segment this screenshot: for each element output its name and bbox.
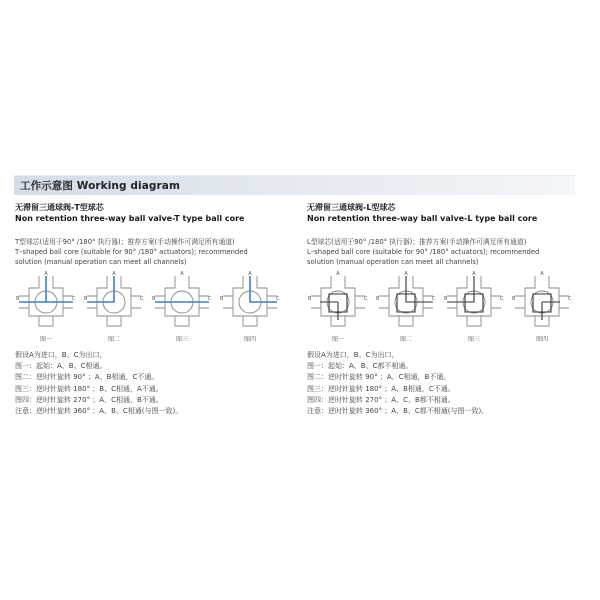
t-type-diagrams [15, 270, 290, 346]
l-type-diagrams [307, 270, 582, 346]
t-type-notes [15, 350, 290, 417]
l-type-description [307, 237, 582, 267]
port-c-label: C [140, 296, 144, 302]
note-line: 图一：起始：A、B、C都不相通。 [307, 362, 413, 371]
port-b-label: B [152, 296, 156, 302]
note-line: 图三：逆时针旋转 180° ；B、C相通，A不通。 [15, 384, 163, 393]
l-valve-diagram-3 [443, 270, 505, 334]
figure-label: 图四 [243, 336, 256, 343]
note-line: 图三：逆时针旋转 180° ；A、B相通，C不通。 [307, 384, 455, 393]
figure-label: 图一 [39, 336, 52, 343]
figure-label: 图一 [331, 336, 344, 343]
t-valve-diagram-3 [151, 270, 213, 334]
port-b-label: B [16, 296, 20, 302]
l-valve-diagram-2 [375, 270, 437, 334]
section-title: 工作示意图 Working diagram [20, 180, 181, 192]
port-a-label: A [404, 271, 408, 277]
port-a-label: A [472, 271, 476, 277]
t-valve-diagram-1 [15, 270, 77, 334]
t-valve-diagram-4 [219, 270, 281, 334]
note-line: 图四：逆时针旋转 270° ；A、C相通，B不通。 [15, 395, 163, 404]
l-type-desc-line: L–shaped ball core (suitable for 90° /180° actuators); recommended [307, 248, 540, 256]
note-line: 图二：逆时针旋转 90° ；A、B相通，C不通。 [15, 373, 159, 382]
l-diagram-4 [511, 270, 573, 346]
t-diagram-2 [83, 270, 145, 346]
port-c-label: C [500, 296, 504, 302]
t-diagram-1 [15, 270, 77, 346]
port-c-label: C [364, 296, 368, 302]
port-a-label: A [44, 271, 48, 277]
l-type-desc-line: solution (manual operation can meet all channels) [307, 258, 479, 266]
l-type-column [307, 203, 582, 417]
port-b-label: B [512, 296, 516, 302]
l-diagram-3 [443, 270, 505, 346]
l-diagram-1 [307, 270, 369, 346]
port-a-label: A [180, 271, 184, 277]
l-valve-diagram-1 [307, 270, 369, 334]
t-type-title-cn: 无滞留三通球阀-T型球芯 [15, 203, 104, 212]
note-line: 假设A为进口，B、C为出口， [307, 351, 399, 359]
port-b-label: B [308, 296, 312, 302]
t-type-desc-line: solution (manual operation can meet all channels) [15, 258, 187, 266]
t-diagram-4 [219, 270, 281, 346]
t-valve-diagram-2 [83, 270, 145, 334]
l-valve-diagram-4 [511, 270, 573, 334]
port-a-label: A [336, 271, 340, 277]
figure-label: 图二 [107, 336, 120, 343]
l-type-title-en: Non retention three-way ball valve-L type ball core [307, 214, 538, 223]
t-type-column [15, 203, 290, 417]
t-diagram-3 [151, 270, 213, 346]
figure-label: 图三 [175, 336, 188, 343]
port-c-label: C [568, 296, 572, 302]
port-a-label: A [112, 271, 116, 277]
note-line: 图四：逆时针旋转 270° ；A、C、B都不相通。 [307, 395, 455, 404]
port-a-label: A [540, 271, 544, 277]
t-type-description [15, 237, 290, 267]
l-diagram-2 [375, 270, 437, 346]
section-header [14, 175, 575, 195]
t-type-title-en: Non retention three-way ball valve-T type ball core [15, 214, 245, 223]
t-type-desc-line: T–shaped ball core (suitable for 90° /180° actuators); recommended [15, 248, 248, 256]
port-c-label: C [72, 296, 76, 302]
note-line: 假设A为进口，B、C为出口， [15, 351, 107, 359]
port-b-label: B [376, 296, 380, 302]
t-type-desc-line: T型球芯(适用于90° /180° 执行器)；推荐方案(手动操作可满足所有通道) [15, 238, 235, 246]
note-line: 注意：逆时针旋转 360° ；A、B、C都不相通(与图一致)。 [307, 407, 489, 416]
note-line: 图一：起始：A、B、C相通。 [15, 362, 107, 371]
port-b-label: B [220, 296, 224, 302]
note-line: 图二：逆时针旋转 90° ；A、C相通，B不通。 [307, 373, 451, 382]
port-c-label: C [276, 296, 280, 302]
port-b-label: B [84, 296, 88, 302]
figure-label: 图三 [467, 336, 480, 343]
port-c-label: C [208, 296, 212, 302]
port-c-label: C [432, 296, 436, 302]
l-type-desc-line: L型球芯(适用于90° /180° 执行器)；推荐方案(手动操作可满足所有通道) [307, 238, 527, 246]
l-type-notes [307, 350, 582, 417]
l-type-title-cn: 无滞留三通球阀-L型球芯 [307, 203, 396, 212]
figure-label: 图四 [535, 336, 548, 343]
note-line: 注意：逆时针旋转 360° ；A、B、C相通(与图一致)。 [15, 407, 183, 416]
port-b-label: B [444, 296, 448, 302]
figure-label: 图二 [399, 336, 412, 343]
port-a-label: A [248, 271, 252, 277]
